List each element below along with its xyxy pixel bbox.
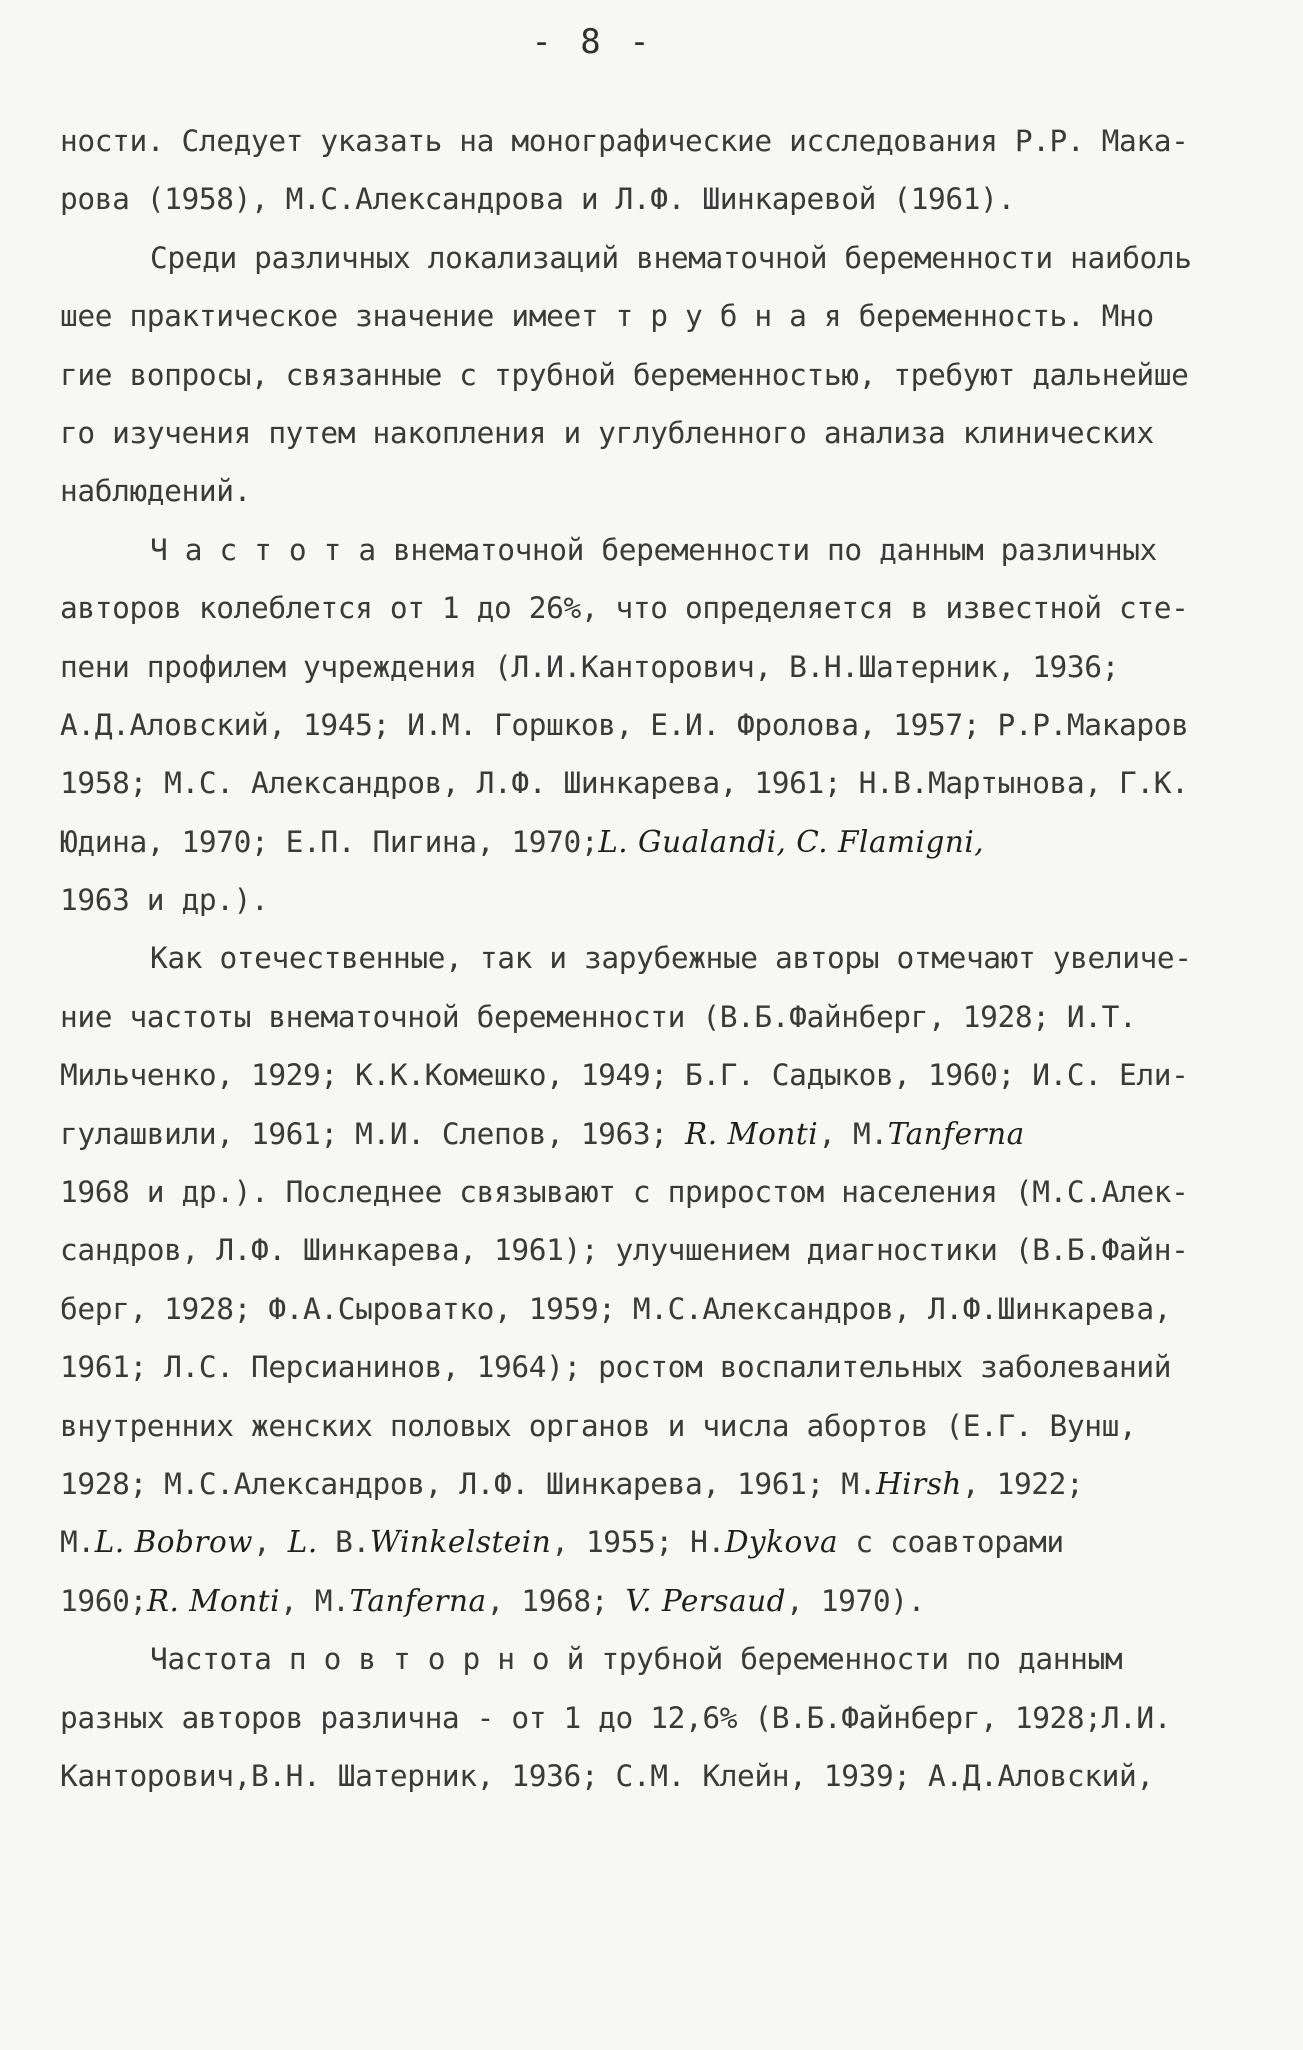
text-line: [60, 1455, 1240, 1513]
typed-text: гулашвили, 1961; М.И. Слепов, 1963;: [60, 1116, 668, 1151]
text-line: [60, 1572, 1240, 1630]
handwritten-authors: L. Gualandi, C. Flamigni,: [598, 824, 985, 859]
text-line: 1961; Л.С. Персианинов, 1964); ростом воспалительных заболеваний: [60, 1350, 1172, 1385]
text-line: шее практическое значение имеет т р у б н а я беременность. Мно: [60, 299, 1154, 334]
typed-text: В.: [317, 1525, 370, 1560]
text-line: внутренних женских половых органов и числа абортов (Е.Г. Вунш,: [60, 1408, 1137, 1443]
handwritten-author: Hirsh: [875, 1466, 962, 1501]
typed-text: Юдина, 1970; Е.П. Пигина, 1970;: [60, 824, 599, 859]
typed-text: , 1970).: [786, 1583, 925, 1618]
body-text: [60, 112, 1240, 1805]
text-line: Мильченко, 1929; К.К.Комешко, 1949; Б.Г. Садыков, 1960; И.С. Ели-: [60, 1058, 1189, 1093]
text-line: 1958; М.С. Александров, Л.Ф. Шинкарева, 1961; Н.В.Мартынова, Г.К.: [60, 766, 1189, 801]
typed-text: 1960;: [60, 1583, 147, 1618]
text-line: 1963 и др.).: [60, 883, 269, 918]
paragraph-4: [60, 929, 1240, 1630]
paragraph-3: [60, 521, 1240, 930]
text-line: Частота п о в т о р н о й трубной беременности по данным: [150, 1642, 1123, 1677]
page-number: - 8 -: [531, 22, 654, 62]
text-line: ности. Следует указать на монографические исследования Р.Р. Мака-: [60, 124, 1189, 158]
text-line: Канторович,В.Н. Шатерник, 1936; С.М. Клейн, 1939; А.Д.Аловский,: [60, 1758, 1154, 1793]
text-line: сандров, Л.Ф. Шинкарева, 1961); улучшением диагностики (В.Б.Файн-: [60, 1233, 1189, 1268]
text-line: Ч а с т о т а внематочной беременности по данным различных: [150, 532, 1157, 567]
text-line: Среди различных локализаций внематочной беременности наиболь: [150, 240, 1192, 275]
text-line: ние частоты внематочной беременности (В.Б.Файнберг, 1928; И.Т.: [60, 999, 1137, 1034]
text-line: [60, 1513, 1240, 1571]
text-line: го изучения путем накопления и углубленного анализа клинических: [60, 415, 1154, 450]
typed-text: ,: [253, 1525, 288, 1560]
typed-text: , М.: [818, 1116, 888, 1151]
handwritten-author: V. Persaud: [625, 1583, 787, 1618]
typed-text: , 1955; Н.: [551, 1525, 725, 1560]
handwritten-author: Winkelstein: [369, 1525, 552, 1560]
text-line: Как отечественные, так и зарубежные авторы отмечают увеличе-: [150, 941, 1192, 976]
text-line: 1968 и др.). Последнее связывают с приростом населения (М.С.Алек-: [60, 1175, 1189, 1210]
typed-text: с соавторами: [838, 1525, 1064, 1560]
paragraph-1: [60, 112, 1240, 229]
text-line: [60, 813, 1240, 871]
handwritten-author: R. Monti: [146, 1583, 281, 1618]
text-line: рова (1958), М.С.Александрова и Л.Ф. Шинкаревой (1961).: [60, 182, 1015, 217]
text-line: разных авторов различна - от 1 до 12,6% (В.Б.Файнберг, 1928;Л.И.: [60, 1700, 1172, 1735]
handwritten-author: Dykova: [724, 1525, 839, 1560]
handwritten-author: R. Monti: [685, 1116, 819, 1151]
paragraph-5: [60, 1630, 1240, 1805]
text-line: А.Д.Аловский, 1945; И.М. Горшков, Е.И. Фролова, 1957; Р.Р.Макаров: [60, 707, 1189, 742]
text-line: гие вопросы, связанные с трубной беременностью, требуют дальнейше: [60, 357, 1189, 392]
text-line: берг, 1928; Ф.А.Сыроватко, 1959; М.С.Александров, Л.Ф.Шинкарева,: [60, 1291, 1172, 1326]
typed-text: , 1922;: [961, 1466, 1084, 1501]
handwritten-author: Tanferna: [349, 1583, 487, 1618]
text-line: авторов колеблется от 1 до 26%, что определяется в известной сте-: [60, 591, 1189, 626]
typed-text: 1928; М.С.Александров, Л.Ф. Шинкарева, 1961; М.: [60, 1466, 876, 1501]
typed-text: , М.: [280, 1583, 350, 1618]
text-line: наблюдений.: [60, 474, 251, 509]
handwritten-author: L.: [287, 1525, 318, 1560]
typed-text: , 1968;: [486, 1583, 626, 1618]
text-line: [60, 1105, 1240, 1163]
typed-text: М.: [60, 1525, 95, 1560]
handwritten-author: Tanferna: [887, 1116, 1025, 1151]
paragraph-2: [60, 229, 1240, 521]
text-line: пени профилем учреждения (Л.И.Канторович, В.Н.Шатерник, 1936;: [60, 649, 1119, 684]
handwritten-author: L. Bobrow: [94, 1525, 254, 1560]
